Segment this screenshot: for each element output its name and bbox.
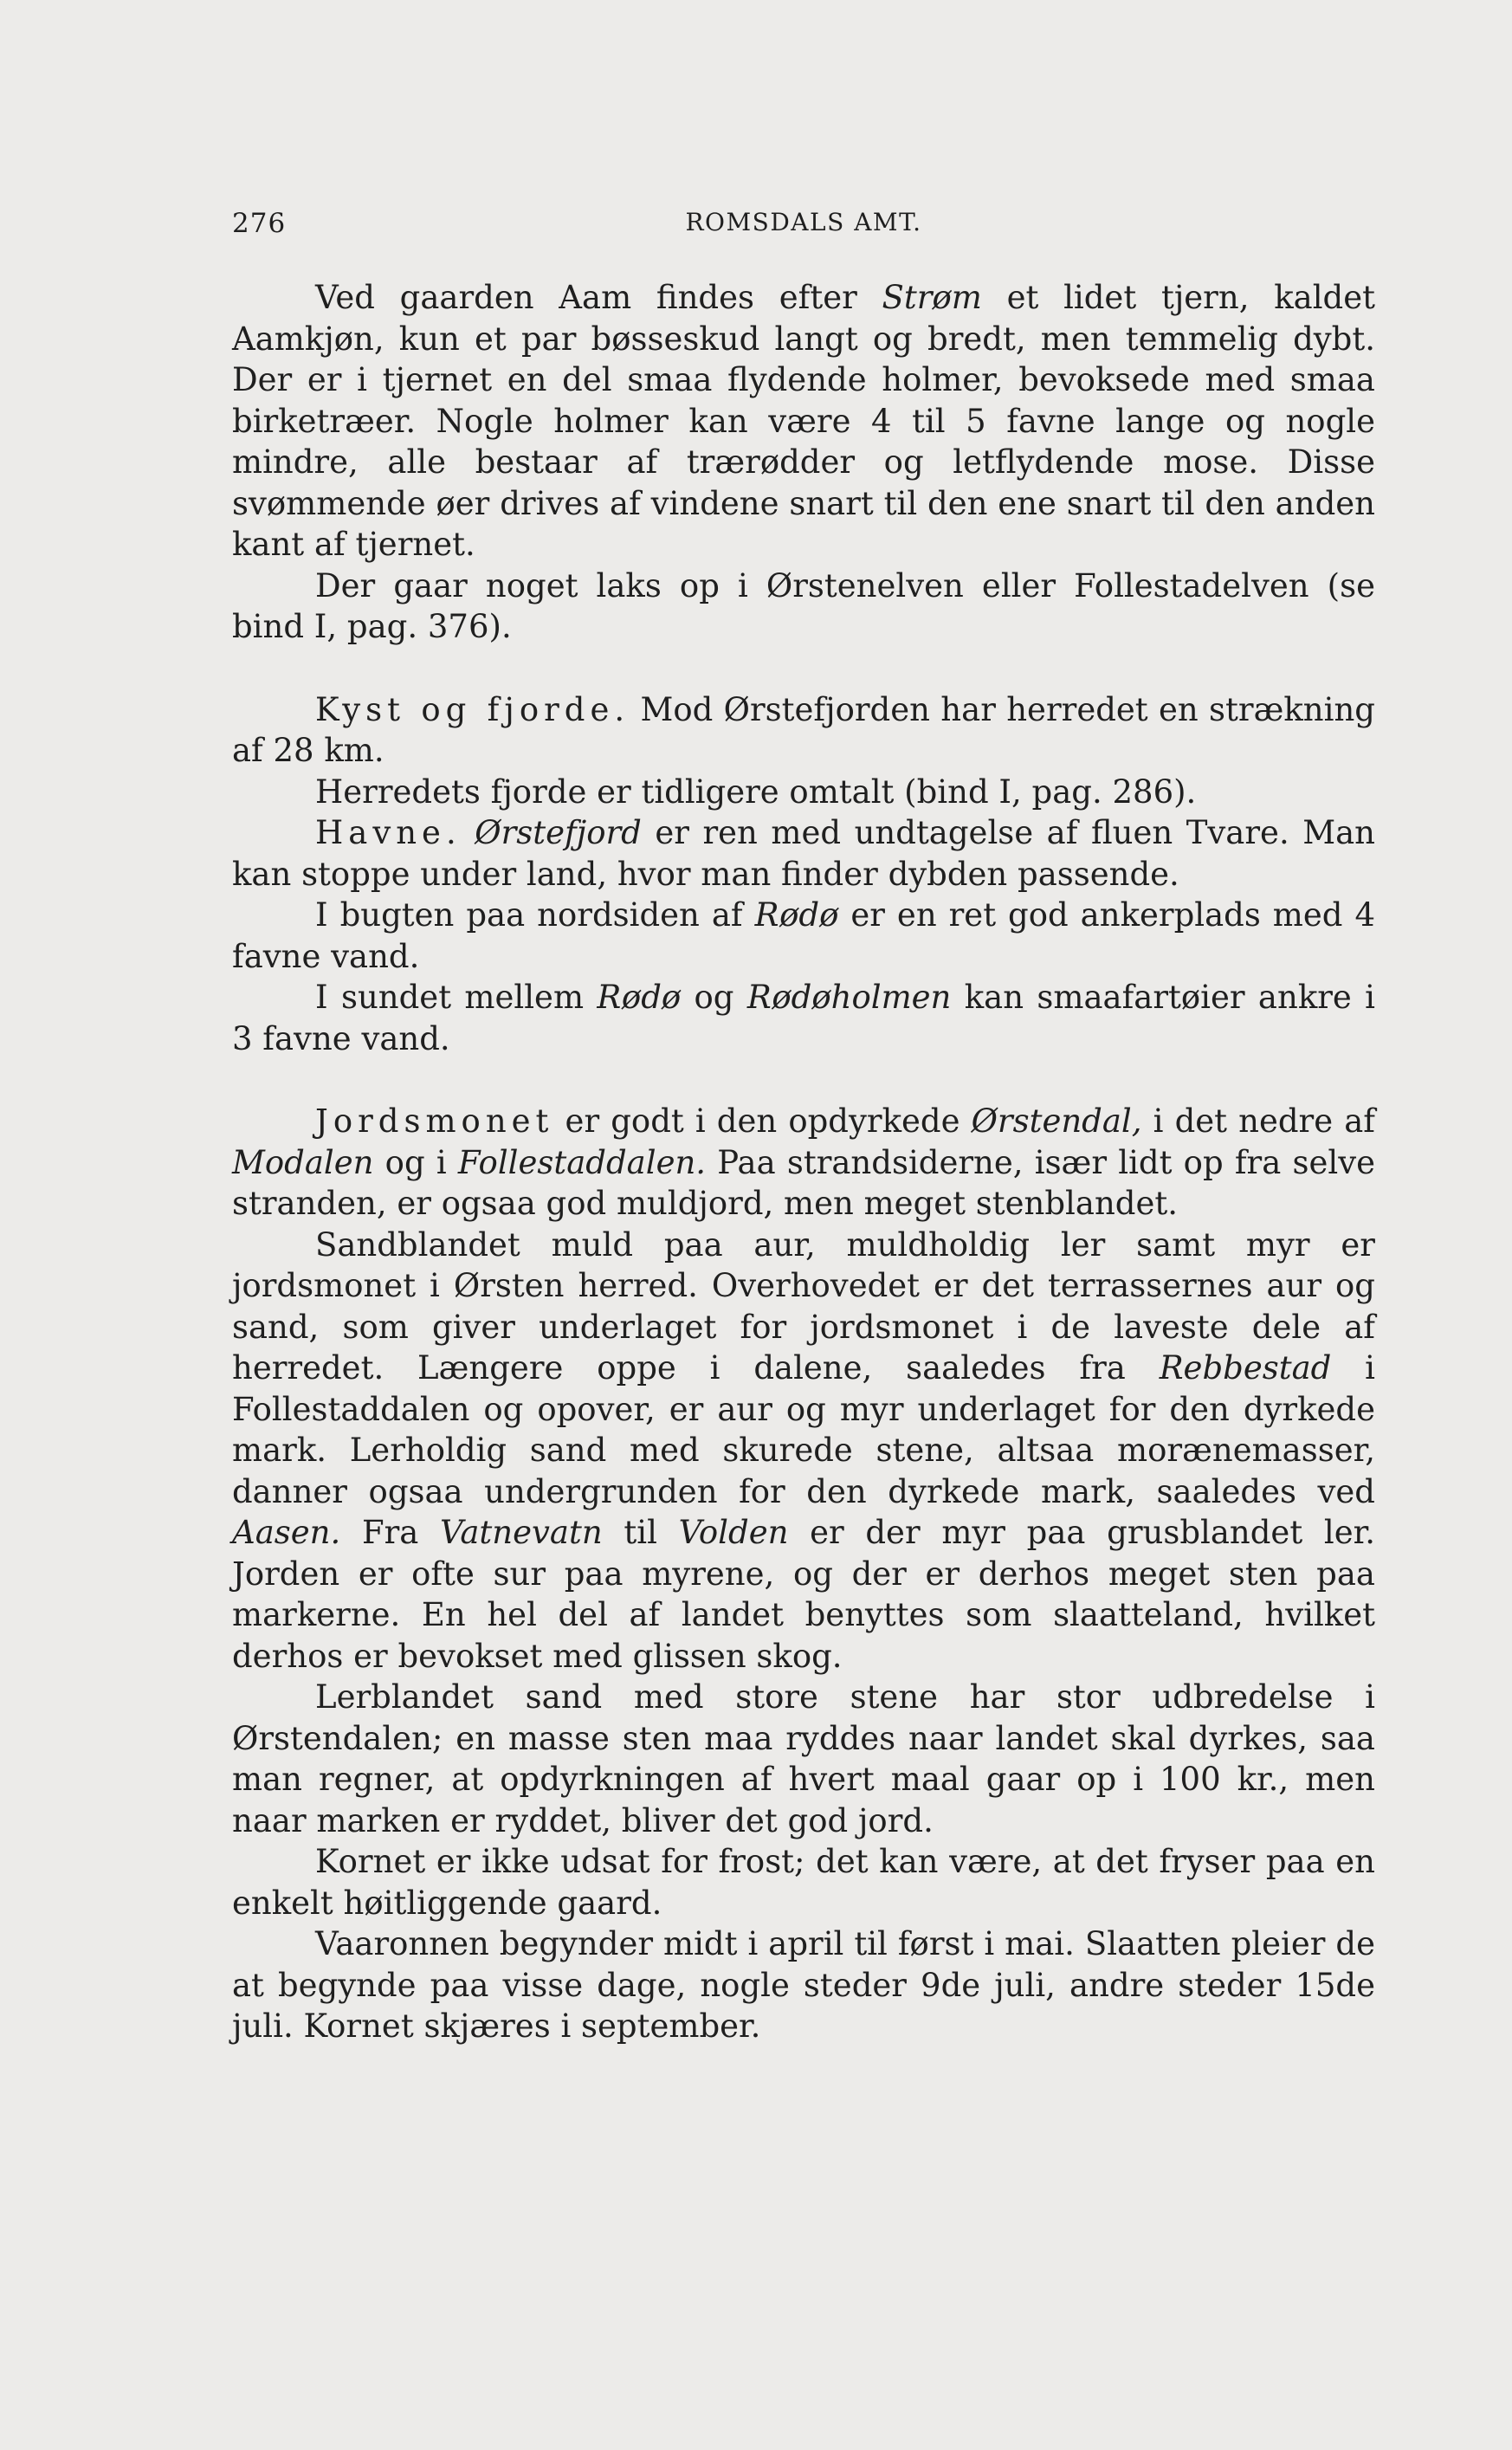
section-heading: Kyst og fjorde.: [315, 690, 630, 728]
section-heading: Havne.: [315, 814, 462, 851]
paragraph: Havne. Ørstefjord er ren med undtagelse af fluen Tvare. Man kan stoppe under land, hvor man finder dybden passende.: [232, 814, 1375, 893]
paragraph: I sundet mellem Rødø og Rødøholmen kan smaafartøier ankre i 3 favne vand.: [232, 979, 1375, 1057]
paragraph: Kornet er ikke udsat for frost; det kan være, at det fryser paa en enkelt høitliggende gaard.: [232, 1843, 1375, 1922]
paragraph: Sandblandet muld paa aur, muldholdig ler samt myr er jordsmonet i Ørsten herred. Overhovedet er det terrassernes aur og sand, som giver underlaget for jordsmonet i de laveste dele af herredet. Længere oppe i dalene, saaledes fra Rebbestad i Follestaddalen og opover, er aur og myr underlaget for den dyrkede mark. Lerholdig sand med skurede stene, altsaa morænemasser, danner ogsaa undergrunden for den dyrkede mark, saaledes ved Aasen. Fra Vatnevatn til Volden er der myr paa grusblandet ler. Jorden er ofte sur paa myrene, og der er derhos meget sten paa markerne. En hel del af landet benyttes som slaatteland, hvilket derhos er bevokset med glissen skog.: [232, 1225, 1375, 1675]
paragraph: Kyst og fjorde. Mod Ørstefjorden har herredet en strækning af 28 km.: [232, 690, 1375, 769]
section-heading: Jordsmonet: [315, 1102, 554, 1140]
paragraph: Ved gaarden Aam findes efter Strøm et lidet tjern, kaldet Aamkjøn, kun et par bøsseskud langt og bredt, men temmelig dybt. Der er i tjernet en del smaa flydende holmer, bevoksede med smaa birketræer. Nogle holmer kan være 4 til 5 favne lange og nogle mindre, alle bestaar af trærødder og letflydende mose. Disse svømmende øer drives af vindene snart til den ene snart til den anden kant af tjernet.: [232, 279, 1375, 563]
page-number: 276: [232, 208, 287, 239]
page-header: [232, 208, 1375, 242]
paragraph: Jordsmonet er godt i den opdyrkede Ørstendal, i det nedre af Modalen og i Follestaddalen. Paa strandsiderne, især lidt op fra selve stranden, er ogsaa god muldjord, men meget stenblandet.: [232, 1102, 1376, 1222]
running-title: ROMSDALS AMT.: [685, 208, 922, 236]
paragraph: Der gaar noget laks op i Ørstenelven eller Follestadelven (se bind I, pag. 376).: [232, 566, 1375, 645]
body-text: [232, 277, 1375, 2047]
paragraph: I bugten paa nordsiden af Rødø er en ret god ankerplads med 4 favne vand.: [232, 896, 1375, 975]
paragraph: Vaaronnen begynder midt i april til først i mai. Slaatten pleier de at begynde paa visse dage, nogle steder 9de juli, andre steder 15de juli. Kornet skjæres i september.: [232, 1925, 1375, 2045]
paragraph: Lerblandet sand med store stene har stor udbredelse i Ørstendalen; en masse sten maa ryddes naar landet skal dyrkes, saa man regner, at opdyrkningen af hvert maal gaar op i 100 kr., men naar marken er ryddet, bliver det god jord.: [232, 1678, 1375, 1839]
paragraph: Herredets fjorde er tidligere omtalt (bind I, pag. 286).: [315, 772, 1197, 811]
